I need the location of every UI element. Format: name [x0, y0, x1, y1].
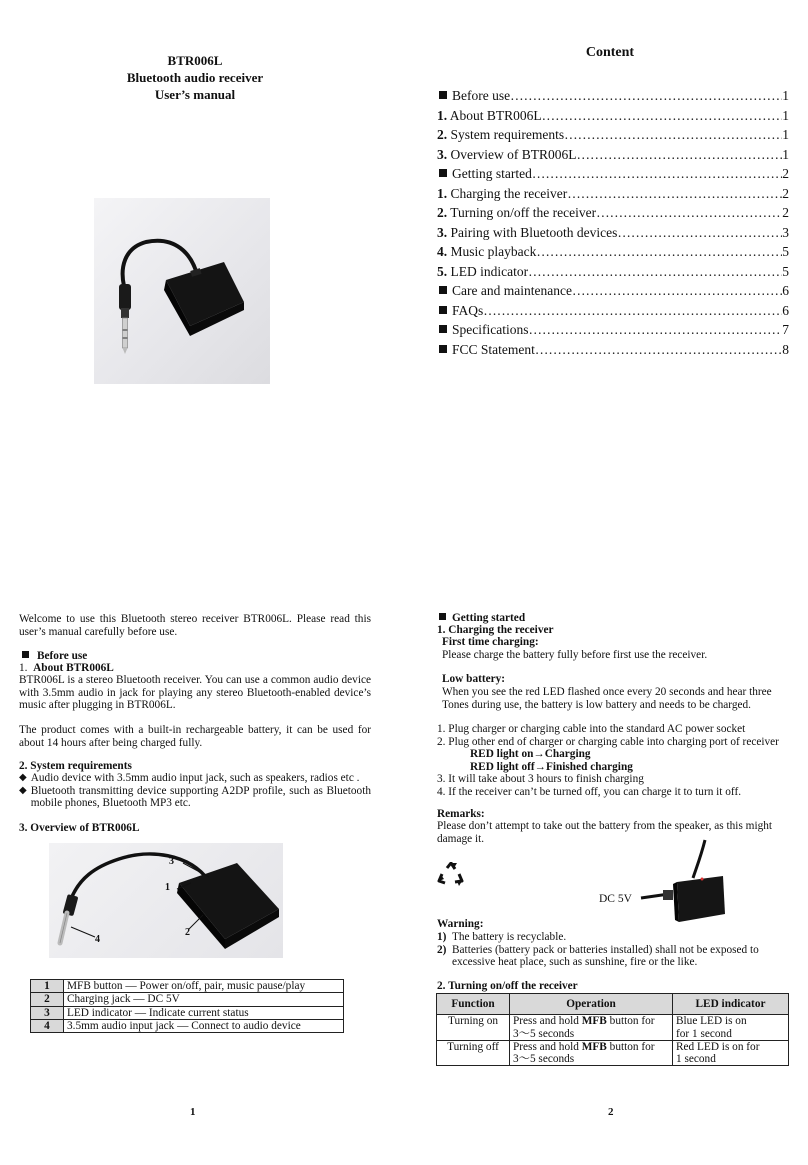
list-item: ◆ Bluetooth transmitting device supporting A2DP profile, such as Bluetooth mobile phones, Bluetooth MP3 etc.	[19, 784, 371, 810]
getting-started-heading: Getting started	[437, 612, 789, 625]
table-row: 2 Charging jack — DC 5V	[31, 993, 344, 1006]
square-bullet-icon	[439, 91, 447, 99]
charging-steps	[437, 723, 789, 799]
list-item: 2) Batteries (battery pack or batteries installed) shall not be exposed to excessive heat place, such as sunshine, fire or the like.	[437, 943, 759, 969]
toc-entry[interactable]: 5. LED indicator …………………………………………………………………………………………………………………… 5	[437, 262, 789, 282]
first-time-text: Please charge the battery fully before first use the receiver.	[442, 649, 708, 661]
charging-illustration	[597, 838, 749, 924]
square-bullet-icon	[439, 325, 447, 333]
recycle-icon	[437, 862, 465, 888]
about-heading: 1. About BTR006L	[19, 662, 114, 674]
title-model: BTR006L	[167, 53, 223, 68]
square-bullet-icon	[439, 286, 447, 294]
toc-heading: Content	[585, 45, 635, 60]
toc-entry[interactable]: Before use …………………………………………………………………………………………………………………… 1	[437, 86, 789, 106]
toc-entry[interactable]: FCC Statement …………………………………………………………………………………………………………………… 8	[437, 340, 789, 360]
overview-illustration	[49, 843, 283, 958]
charging-photo	[597, 838, 749, 924]
diamond-bullet-icon: ◆	[19, 772, 27, 783]
remarks-text: Please don’t attempt to take out the battery from the speaker, as this might damage it.	[437, 820, 773, 845]
toc-entry[interactable]: 2. Turning on/off the receiver …………………………………………………………………………………………………………………… 2	[437, 203, 789, 223]
table-header-row: Function Operation LED indicator	[437, 994, 789, 1015]
title-product: Bluetooth audio receiver	[126, 70, 264, 85]
low-battery-heading: Low battery:	[442, 673, 506, 685]
table-row: 4 3.5mm audio input jack — Connect to audio device	[31, 1019, 344, 1032]
red-light-on: RED light on→Charging	[470, 748, 591, 761]
toc-entry[interactable]: Getting started …………………………………………………………………………………………………………………… 2	[437, 164, 789, 184]
toc-entry[interactable]: Care and maintenance …………………………………………………………………………………………………………………… 6	[437, 281, 789, 301]
toc-entry[interactable]: Specifications …………………………………………………………………………………………………………………… 7	[437, 320, 789, 340]
battery-paragraph: The product comes with a built-in rechargeable battery, it can be used for about 14 hours after being charged fully.	[19, 724, 371, 749]
product-photo	[94, 198, 270, 384]
callout-1: 1	[165, 882, 170, 893]
callout-2: 2	[185, 927, 190, 938]
toc-entry[interactable]: FAQs …………………………………………………………………………………………………………………… 6	[437, 301, 789, 321]
turning-table	[436, 993, 789, 1066]
table-of-contents	[437, 86, 789, 359]
about-paragraph: BTR006L is a stereo Bluetooth receiver. You can use a common audio device with 3.5mm audio in jack for playing any stereo Bluetooth-enabled device’s music after plugging in BTR006L.	[19, 674, 371, 712]
toc-entry[interactable]: 3. Pairing with Bluetooth devices …………………………………………………………………………………………………………………… 3	[437, 223, 789, 243]
list-item: 1. Plug charger or charging cable into the standard AC power socket	[437, 723, 746, 735]
toc-entry[interactable]: 3. Overview of BTR006L …………………………………………………………………………………………………………………… 1	[437, 145, 789, 165]
square-bullet-icon	[22, 651, 29, 658]
toc-entry[interactable]: 1. Charging the receiver …………………………………………………………………………………………………………………… 2	[437, 184, 789, 204]
overview-heading: 3. Overview of BTR006L	[19, 822, 140, 834]
before-use-heading: Before use	[19, 650, 371, 663]
welcome-paragraph: Welcome to use this Bluetooth stereo receiver BTR006L. Please read this user’s manual carefully before use.	[19, 613, 371, 638]
parts-table	[30, 979, 344, 1033]
page-number: 1	[190, 1106, 196, 1118]
square-bullet-icon	[439, 345, 447, 353]
list-item: 2. Plug other end of charger or charging cable into charging port of receiver	[437, 735, 779, 748]
list-item: ◆ Audio device with 3.5mm audio input jack, such as speakers, radios etc .	[19, 772, 360, 784]
callout-3: 3	[169, 856, 174, 867]
table-row: 3 LED indicator — Indicate current status	[31, 1006, 344, 1019]
warning-list	[437, 931, 789, 969]
toc-entry[interactable]: 1. About BTR006L …………………………………………………………………………………………………………………… 1	[437, 106, 789, 126]
page-number: 2	[608, 1106, 614, 1118]
remarks-heading: Remarks:	[437, 808, 485, 820]
first-time-heading: First time charging:	[442, 636, 539, 648]
system-requirements-list	[19, 772, 371, 810]
manual-title	[100, 52, 290, 103]
square-bullet-icon	[439, 613, 446, 620]
product-illustration	[94, 198, 270, 384]
low-battery-text: When you see the red LED flashed once every 20 seconds and hear three Tones during use, the battery is low battery and needs to be charged.	[442, 686, 772, 711]
table-row: 1 MFB button — Power on/off, pair, music pause/play	[31, 980, 344, 993]
diamond-bullet-icon: ◆	[19, 784, 27, 796]
toc-entry[interactable]: 2. System requirements …………………………………………………………………………………………………………………… 1	[437, 125, 789, 145]
table-row: Turning on Press and hold MFB button for 3～5 seconds Blue LED is on for 1 second	[437, 1015, 789, 1041]
turning-heading: 2. Turning on/off the receiver	[437, 980, 578, 992]
list-item: 1) The battery is recyclable.	[437, 931, 567, 943]
title-manual: User’s manual	[154, 87, 236, 102]
dc-5v-label: DC 5V	[599, 893, 632, 905]
system-requirements-heading: 2. System requirements	[19, 760, 132, 772]
warning-heading: Warning:	[437, 918, 484, 930]
toc-entry[interactable]: 4. Music playback …………………………………………………………………………………………………………………… 5	[437, 242, 789, 262]
charging-heading: 1. Charging the receiver	[437, 624, 554, 636]
square-bullet-icon	[439, 169, 447, 177]
callout-4: 4	[95, 934, 100, 945]
table-row: Turning off Press and hold MFB button for 3～5 seconds Red LED is on for 1 second	[437, 1040, 789, 1066]
list-item: 4. If the receiver can’t be turned off, you can charge it to turn it off.	[437, 785, 742, 798]
red-light-off: RED light off→Finished charging	[470, 760, 633, 773]
overview-photo	[49, 843, 283, 958]
square-bullet-icon	[439, 306, 447, 314]
list-item: 3. It will take about 3 hours to finish charging	[437, 773, 644, 786]
